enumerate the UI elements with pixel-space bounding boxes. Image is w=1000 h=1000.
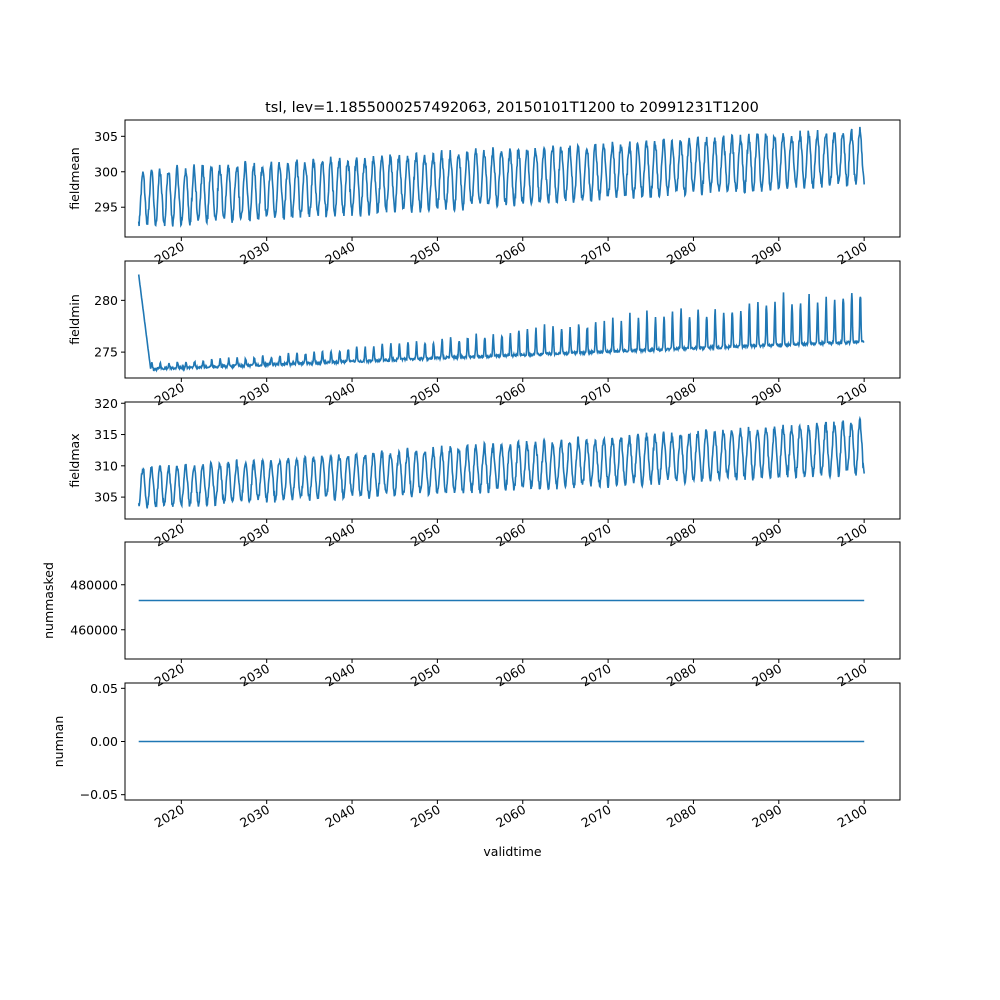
y-axis-label: numnan: [51, 715, 66, 768]
y-tick-label: 320: [94, 395, 118, 411]
x-tick-label: 2080: [663, 660, 699, 690]
x-tick-label: 2080: [663, 801, 699, 831]
x-tick-label: 2050: [407, 660, 443, 690]
x-tick-label: 2070: [578, 660, 614, 690]
panel-numnan: [51, 681, 900, 859]
x-tick-label: 2040: [322, 660, 358, 690]
x-tick-label: 2040: [322, 238, 358, 268]
x-tick-label: 2090: [749, 238, 785, 268]
y-tick-label: 0.00: [90, 734, 118, 749]
x-tick-label: 2020: [151, 379, 187, 409]
x-tick-label: 2090: [749, 379, 785, 409]
axes-frame-fieldmax: [125, 402, 900, 519]
y-tick-label: −0.05: [79, 787, 118, 803]
y-tick-label: 280: [94, 292, 118, 308]
x-tick-label: 2050: [407, 379, 443, 409]
x-tick-label: 2080: [663, 238, 699, 268]
x-tick-label: 2050: [407, 520, 443, 550]
x-tick-label: 2040: [322, 379, 358, 409]
y-tick-label: 460000: [70, 622, 118, 638]
x-tick-label: 2060: [493, 238, 529, 268]
x-tick-label: 2090: [749, 660, 785, 690]
series-line-fieldmin: [139, 275, 865, 371]
x-tick-label: 2080: [663, 520, 699, 550]
series-line-fieldmax: [139, 419, 865, 509]
y-tick-label: 300: [94, 164, 118, 180]
y-tick-label: 310: [94, 458, 118, 474]
x-tick-label: 2020: [151, 801, 187, 831]
x-tick-label: 2060: [493, 379, 529, 409]
x-tick-label: 2020: [151, 660, 187, 690]
panel-nummasked: [41, 542, 900, 690]
x-tick-label: 2020: [151, 520, 187, 550]
x-tick-label: 2030: [237, 660, 273, 690]
x-tick-label: 2060: [493, 520, 529, 550]
y-tick-label: 315: [94, 427, 118, 443]
x-tick-label: 2020: [151, 238, 187, 268]
y-axis-label: fieldmax: [67, 433, 82, 488]
x-tick-label: 2070: [578, 379, 614, 409]
x-tick-label: 2030: [237, 379, 273, 409]
x-tick-label: 2050: [407, 801, 443, 831]
x-tick-label: 2030: [237, 801, 273, 831]
x-tick-label: 2060: [493, 660, 529, 690]
x-tick-label: 2030: [237, 238, 273, 268]
y-axis-label: fieldmin: [67, 294, 82, 345]
y-tick-label: 480000: [70, 577, 118, 593]
x-tick-label: 2040: [322, 520, 358, 550]
panel-fieldmean: [67, 120, 900, 268]
x-tick-label: 2060: [493, 801, 529, 831]
panel-fieldmin: [67, 261, 900, 409]
x-tick-label: 2100: [834, 520, 870, 550]
y-tick-label: 295: [94, 199, 118, 215]
x-tick-label: 2090: [749, 520, 785, 550]
y-axis-label: nummasked: [41, 562, 56, 639]
series-line-fieldmean: [139, 127, 865, 227]
x-tick-label: 2100: [834, 238, 870, 268]
x-tick-label: 2070: [578, 238, 614, 268]
x-tick-label: 2100: [834, 379, 870, 409]
chart-title: tsl, lev=1.1855000257492063, 20150101T1200 to 20991231T1200: [265, 100, 759, 116]
x-tick-label: 2090: [749, 801, 785, 831]
y-tick-label: 305: [94, 489, 118, 505]
x-tick-label: 2040: [322, 801, 358, 831]
x-axis-label: validtime: [483, 844, 542, 859]
x-tick-label: 2080: [663, 379, 699, 409]
panel-fieldmax: [67, 396, 900, 550]
y-tick-label: 305: [94, 128, 118, 144]
y-axis-label: fieldmean: [67, 147, 82, 210]
x-tick-label: 2070: [578, 520, 614, 550]
panel-cover: [124, 402, 901, 519]
x-tick-label: 2100: [834, 801, 870, 831]
y-tick-label: 0.05: [90, 680, 118, 696]
x-tick-label: 2070: [578, 801, 614, 831]
x-tick-label: 2030: [237, 520, 273, 550]
x-tick-label: 2050: [407, 238, 443, 268]
y-tick-label: 275: [94, 344, 118, 360]
x-tick-label: 2100: [834, 660, 870, 690]
